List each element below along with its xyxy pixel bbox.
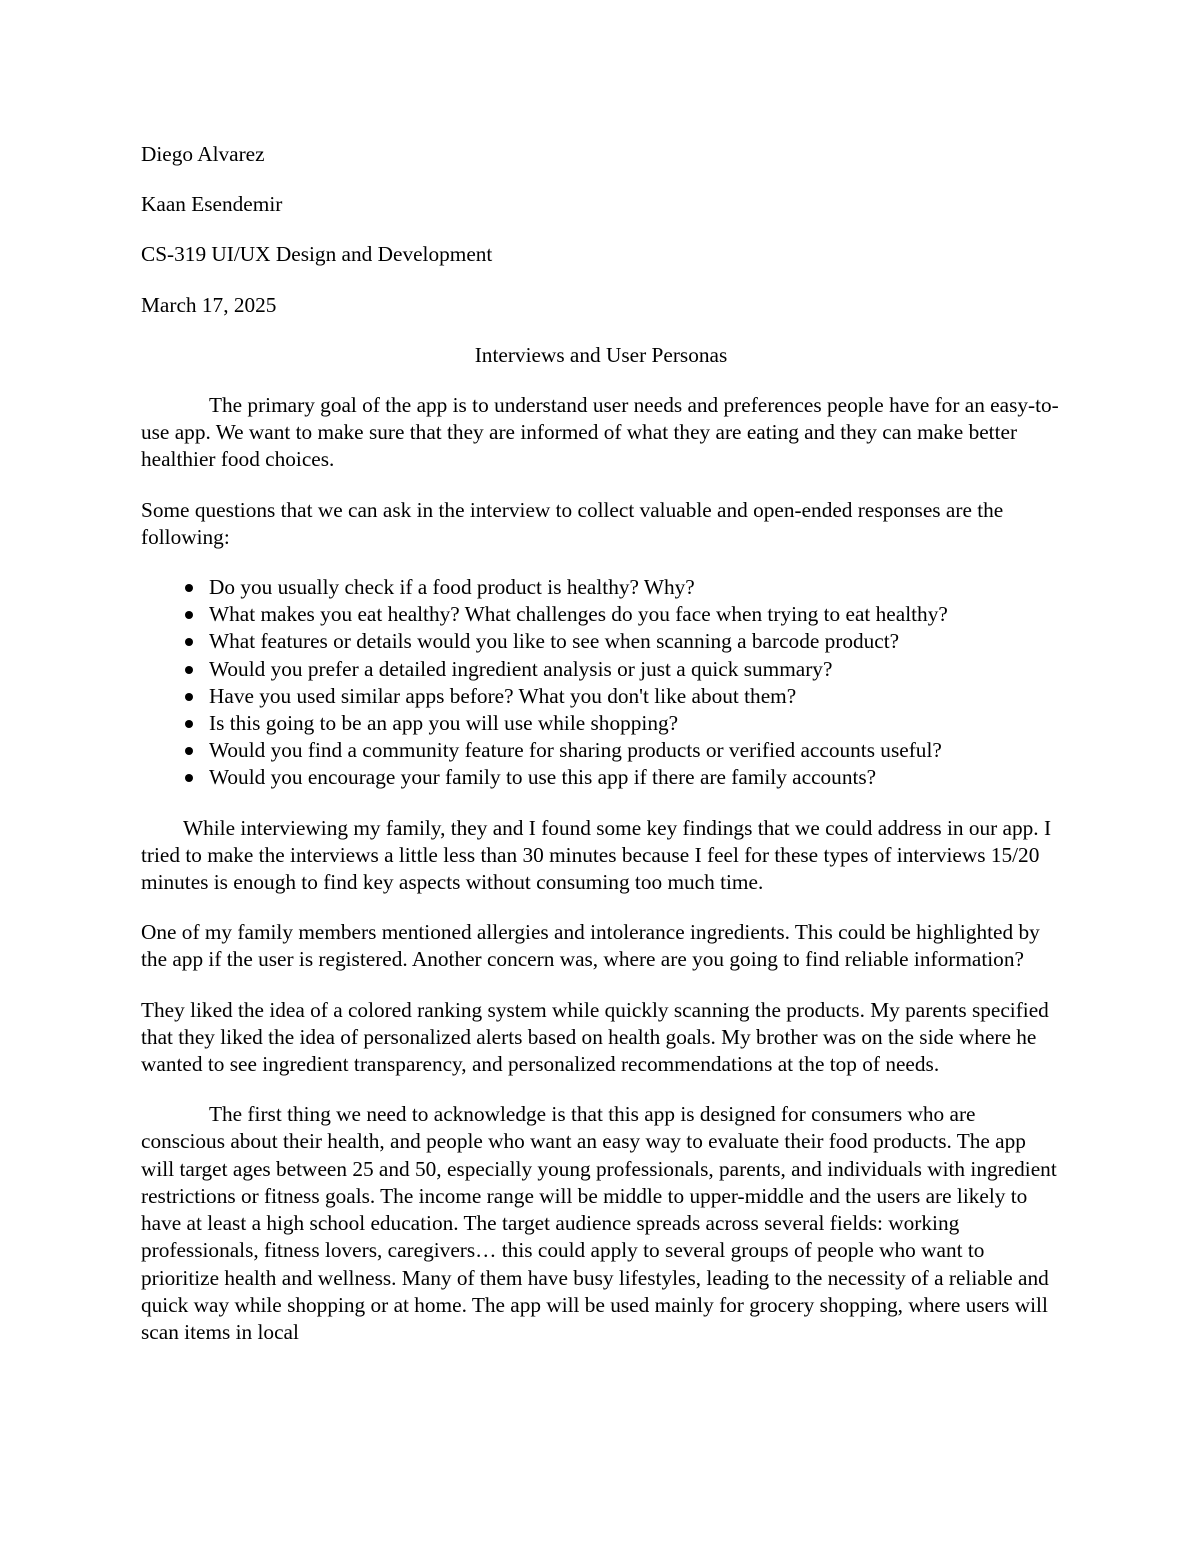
list-item: What features or details would you like to see when scanning a barcode product? — [141, 628, 1061, 655]
audience-paragraph: The first thing we need to acknowledge is that this app is designed for consumers who are conscious about their health, and people who want an easy way to evaluate their food products. The app will target ages between 25 and 50, especially young professionals, parents, and individuals with ingredient restrictions or fitness goals. The income range will be middle to upper-middle and the users are likely to have at least a high school education. The target audience spreads across several fields: working professionals, fitness lovers, caregivers… this could apply to several groups of people who want to prioritize health and wellness. Many of them have busy lifestyles, leading to the necessity of a reliable and quick way while shopping or at home. The app will be used mainly for grocery shopping, where users will scan items in local — [141, 1102, 1057, 1344]
instructor-name: Kaan Esendemir — [141, 192, 283, 217]
list-item: Have you used similar apps before? What you don't like about them? — [141, 683, 1061, 710]
author-name: Diego Alvarez — [141, 142, 265, 166]
intro-paragraph: The primary goal of the app is to understand user needs and preferences people have for an easy-to-use app. We want to make sure that they are informed of what they are eating and they can make better healthier food choices. — [141, 393, 1059, 472]
document-date: March 17, 2025 — [141, 292, 277, 317]
document-title: Interviews and User Personas — [474, 342, 728, 367]
list-item: Would you encourage your family to use this app if there are family accounts? — [141, 764, 1061, 791]
list-item: Would you prefer a detailed ingredient analysis or just a quick summary? — [141, 656, 1061, 683]
findings-paragraph-1: While interviewing my family, they and I found some key findings that we could address in our app. I tried to make the interviews a little less than 30 minutes because I feel for these types of interviews 15/20 minutes is enough to find key aspects without consuming too much time. — [141, 815, 1052, 895]
list-item: What makes you eat healthy? What challenges do you face when trying to eat healthy? — [141, 601, 1061, 628]
interview-questions-list — [141, 574, 1061, 792]
list-item: Do you usually check if a food product is healthy? Why? — [141, 574, 1061, 601]
page-content — [141, 141, 1061, 1369]
findings-paragraph-3: They liked the idea of a colored ranking system while quickly scanning the products. My parents specified that they liked the idea of personalized alerts based on health goals. My brother was on the side where he wanted to see ingredient transparency, and personalized recommendations at the top of needs. — [141, 997, 1049, 1077]
questions-lead-paragraph: Some questions that we can ask in the interview to collect valuable and open-ended responses are the following: — [141, 497, 1004, 549]
findings-paragraph-2: One of my family members mentioned allergies and intolerance ingredients. This could be highlighted by the app if the user is registered. Another concern was, where are you going to find reliable information? — [141, 920, 1040, 972]
list-item: Is this going to be an app you will use while shopping? — [141, 710, 1061, 737]
list-item: Would you find a community feature for sharing products or verified accounts useful? — [141, 737, 1061, 764]
course-name: CS-319 UI/UX Design and Development — [141, 242, 493, 267]
